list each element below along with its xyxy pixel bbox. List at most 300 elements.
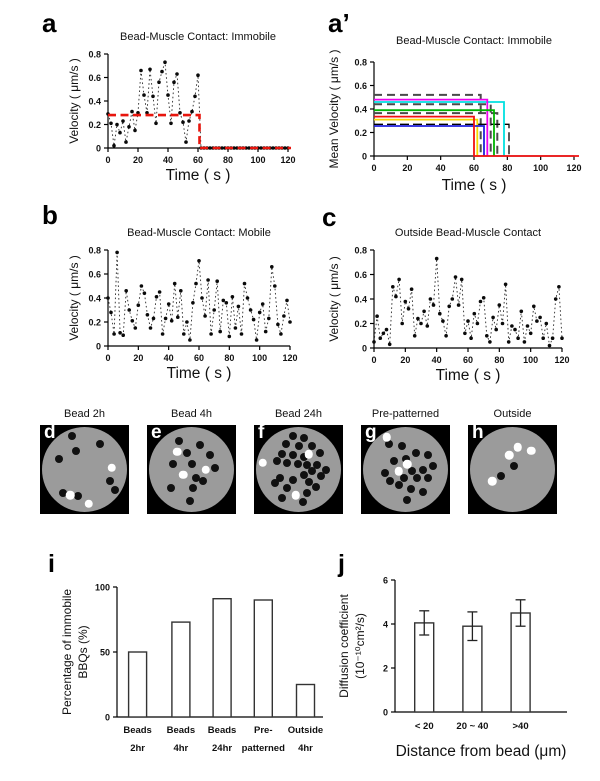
bead-dot-black: [429, 462, 437, 470]
data-point: [447, 305, 451, 309]
data-point: [504, 283, 508, 287]
x-tick-label: 80: [222, 155, 234, 165]
data-point: [276, 323, 280, 327]
micrograph-image-d: [40, 422, 129, 514]
data-point: [175, 72, 179, 76]
data-point: [215, 279, 219, 283]
data-point: [288, 320, 292, 324]
data-point: [115, 251, 119, 255]
x-tick-label: 20: [400, 355, 411, 365]
bar: [297, 685, 315, 718]
data-point: [494, 328, 498, 332]
bead-dot-black: [294, 460, 302, 468]
data-point: [134, 326, 138, 330]
data-point: [404, 300, 408, 304]
x-tick-label: 40: [431, 355, 442, 365]
data-point: [142, 93, 146, 97]
bead-dot-black: [300, 434, 308, 442]
bead-dot-black: [398, 442, 406, 450]
x-axis-label: Time ( s ): [165, 167, 231, 184]
mean-velocity-step-line: [374, 124, 509, 156]
y-tick-label: 4: [382, 619, 388, 630]
bead-dot-black: [413, 474, 421, 482]
bead-dot-black: [199, 477, 207, 485]
data-point: [400, 322, 404, 326]
y-axis-label: Percentage of immobile: [60, 588, 74, 716]
data-point: [163, 60, 167, 64]
bead-dot-black: [289, 451, 297, 459]
data-point: [176, 315, 180, 319]
data-point: [158, 290, 162, 294]
y-tick-label: 0: [382, 707, 388, 718]
bead-dot-white: [513, 443, 522, 452]
data-point: [225, 301, 229, 305]
data-point: [255, 338, 259, 342]
data-point: [479, 300, 483, 304]
bead-dot-black: [183, 449, 191, 457]
bead-dot-black: [169, 460, 177, 468]
data-point: [218, 330, 222, 334]
data-point: [454, 275, 458, 279]
data-point: [133, 129, 137, 133]
data-point: [231, 295, 235, 299]
data-point: [148, 68, 152, 72]
data-point: [382, 332, 386, 336]
data-point: [184, 140, 188, 144]
micrograph-row: [40, 408, 557, 514]
y-tick-label: 0.4: [88, 293, 101, 304]
bead-dot-black: [196, 441, 204, 449]
data-point: [149, 326, 153, 330]
data-point: [279, 332, 283, 336]
bead-dot-black: [289, 476, 297, 484]
mean-velocity-step-line: [374, 100, 487, 156]
category-label: 20 ~ 40: [456, 721, 489, 732]
data-point: [285, 299, 289, 303]
y-tick-label: 0.2: [354, 128, 367, 138]
micrograph-panel-e: [147, 408, 236, 514]
data-point: [510, 324, 514, 328]
data-point: [185, 320, 189, 324]
data-point: [460, 278, 464, 282]
x-tick-label: 20: [402, 163, 413, 173]
data-point: [166, 93, 170, 97]
chart-title: Bead-Muscle Contact: Immobile: [120, 31, 276, 43]
chart-a-prime-mean-velocity: [326, 18, 582, 206]
data-point: [258, 311, 262, 315]
x-tick-label: 100: [252, 353, 268, 363]
panel-label-e: e: [151, 422, 162, 443]
data-point: [179, 289, 183, 293]
data-point: [476, 322, 480, 326]
data-point: [246, 296, 250, 300]
mean-velocity-step-line: [374, 126, 484, 156]
data-point: [234, 326, 238, 330]
bead-dot-black: [211, 464, 219, 472]
data-point: [513, 328, 517, 332]
bead-dot-black: [189, 484, 197, 492]
data-point: [191, 301, 195, 305]
chart-j-diffusion-coefficient: [330, 550, 598, 780]
data-point: [252, 318, 256, 322]
data-point: [516, 336, 520, 340]
category-label: Beads: [207, 725, 237, 736]
data-point: [164, 317, 168, 321]
data-point: [240, 332, 244, 336]
data-point: [541, 336, 545, 340]
data-point: [228, 335, 232, 339]
data-point: [146, 313, 150, 317]
micrograph-title: Bead 24h: [274, 408, 323, 420]
data-point: [167, 302, 171, 306]
data-point: [267, 317, 271, 321]
data-point: [435, 257, 439, 261]
bead-dot-white: [292, 491, 301, 500]
x-tick-label: 100: [533, 163, 549, 173]
data-point: [375, 314, 379, 318]
bead-dot-white: [403, 460, 412, 469]
data-point: [385, 328, 389, 332]
y-tick-label: 50: [99, 647, 110, 658]
bead-dot-black: [167, 484, 175, 492]
y-axis-label: (10⁻¹⁰cm²/s): [353, 613, 367, 679]
bead-dot-black: [111, 486, 119, 494]
bead-dot-white: [304, 450, 313, 459]
bead-dot-black: [278, 494, 286, 502]
y-tick-label: 0.2: [88, 317, 101, 328]
x-tick-label: 120: [280, 155, 296, 165]
data-point: [469, 336, 473, 340]
y-tick-label: 0.4: [88, 96, 101, 107]
bead-dot-white: [66, 491, 75, 500]
bead-dot-black: [68, 432, 76, 440]
bar: [213, 599, 231, 717]
data-point: [498, 303, 502, 307]
y-tick-label: 2: [382, 663, 388, 674]
category-label: >40: [512, 721, 529, 732]
bead-dot-black: [424, 474, 432, 482]
bead-dot-black: [497, 472, 505, 480]
data-point: [560, 336, 564, 340]
data-point: [182, 332, 186, 336]
bar: [254, 600, 272, 717]
y-tick-label: 0.6: [354, 270, 367, 280]
micrograph-panel-h: [468, 408, 557, 514]
data-point: [170, 319, 174, 323]
category-label: Outside: [287, 725, 324, 736]
data-point: [160, 70, 164, 74]
y-tick-label: 0.4: [354, 104, 367, 115]
bead-dot-black: [424, 451, 432, 459]
data-point: [419, 322, 423, 326]
bead-dot-black: [283, 459, 291, 467]
data-point: [212, 308, 216, 312]
bead-dot-black: [308, 467, 316, 475]
cell-circle: [149, 427, 234, 512]
data-point: [379, 336, 383, 340]
data-point: [190, 110, 194, 114]
data-point: [112, 144, 116, 148]
data-point: [222, 299, 226, 303]
data-point: [139, 69, 143, 73]
data-point: [413, 334, 417, 338]
bead-dot-black: [186, 497, 194, 505]
data-point: [391, 285, 395, 289]
bead-dot-black: [299, 498, 307, 506]
data-point: [507, 340, 511, 344]
bar: [415, 623, 434, 712]
category-label: patterned: [241, 743, 285, 754]
data-point: [112, 332, 116, 336]
data-point: [441, 319, 445, 323]
panel-label-d: d: [44, 422, 56, 443]
micrograph-title: Pre-patterned: [371, 408, 440, 420]
bar: [129, 652, 147, 717]
bead-dot-black: [96, 440, 104, 448]
chart-i-percentage-immobile: [55, 554, 327, 776]
data-point: [121, 119, 125, 123]
data-point: [523, 340, 527, 344]
data-point: [155, 295, 159, 299]
data-point: [209, 332, 213, 336]
data-point: [130, 110, 134, 114]
bead-dot-black: [283, 484, 291, 492]
data-point: [270, 265, 274, 269]
micrograph-title: Outside: [493, 408, 532, 420]
data-point: [410, 287, 414, 291]
x-tick-label: 60: [193, 353, 205, 363]
data-point: [127, 308, 131, 312]
x-tick-label: 0: [105, 155, 111, 165]
data-point: [488, 340, 492, 344]
bead-dot-black: [308, 442, 316, 450]
bead-dot-black: [386, 477, 394, 485]
mean-velocity-step-line: [374, 120, 477, 156]
bead-dot-white: [488, 477, 497, 486]
data-point: [169, 122, 173, 126]
data-point: [422, 310, 426, 314]
category-label: Pre-: [254, 725, 273, 736]
bead-dot-black: [419, 488, 427, 496]
data-point: [491, 316, 495, 320]
data-point: [432, 303, 436, 307]
data-point: [407, 307, 411, 311]
data-point: [131, 319, 135, 323]
x-tick-label: 80: [502, 163, 513, 173]
data-point: [426, 324, 430, 328]
y-tick-label: 6: [382, 575, 388, 586]
micrograph-title: Bead 4h: [171, 408, 212, 420]
y-axis-label: Velocity ( μm/s ): [327, 256, 341, 342]
bead-dot-black: [390, 457, 398, 465]
chart-title: Outside Bead-Muscle Contact: [394, 227, 542, 239]
x-tick-label: 60: [468, 163, 480, 173]
panel-label-c: c: [322, 202, 337, 232]
bead-dot-black: [419, 466, 427, 474]
x-tick-label: 40: [163, 353, 174, 363]
x-tick-label: 0: [105, 353, 111, 363]
bead-dot-black: [271, 479, 279, 487]
bead-dot-black: [289, 432, 297, 440]
data-point: [463, 332, 467, 336]
bead-dot-black: [395, 481, 403, 489]
data-point: [457, 303, 461, 307]
bead-dot-black: [381, 469, 389, 477]
y-tick-label: 0.8: [88, 49, 101, 60]
y-tick-label: 0: [361, 343, 367, 354]
bead-dot-black: [55, 455, 63, 463]
data-point: [551, 336, 555, 340]
x-tick-label: 120: [566, 163, 582, 173]
data-point: [372, 340, 376, 344]
x-tick-label: 20: [132, 155, 144, 165]
x-axis-label: Time ( s ): [441, 177, 507, 194]
bar: [172, 622, 190, 717]
chart-title: Bead-Muscle Contact: Immobile: [396, 35, 552, 47]
x-tick-label: 20: [133, 353, 144, 363]
data-point: [554, 297, 558, 301]
data-point: [482, 296, 486, 300]
x-tick-label: 80: [494, 355, 505, 365]
data-point: [181, 120, 185, 124]
x-tick-label: 0: [371, 163, 377, 173]
panel-label-b: b: [42, 200, 58, 230]
y-tick-label: 0.6: [88, 73, 101, 83]
data-point: [237, 305, 241, 309]
data-point: [197, 259, 201, 263]
data-point: [137, 303, 141, 307]
data-point: [109, 311, 113, 315]
data-point: [127, 125, 131, 129]
data-point: [109, 122, 113, 126]
bead-dot-black: [188, 460, 196, 468]
y-tick-label: 0: [104, 712, 110, 723]
y-tick-label: 0.6: [88, 269, 101, 280]
bead-dot-black: [303, 489, 311, 497]
bead-dot-black: [510, 462, 518, 470]
category-label: 2hr: [130, 743, 145, 754]
data-point: [106, 296, 110, 300]
cell-circle: [256, 427, 341, 512]
y-tick-label: 0: [95, 143, 101, 154]
data-point: [188, 338, 192, 342]
data-point: [151, 95, 155, 99]
data-point: [157, 80, 161, 84]
bead-dot-white: [259, 458, 268, 467]
x-tick-label: 40: [162, 155, 174, 165]
y-axis-label: Mean Velocity ( μm/s ): [327, 49, 341, 169]
bead-dot-black: [316, 449, 324, 457]
bar: [511, 613, 530, 712]
data-point: [115, 123, 119, 127]
data-point: [520, 310, 524, 314]
data-point: [438, 312, 442, 316]
bead-dot-white: [179, 470, 188, 479]
y-tick-label: 0.6: [354, 81, 367, 91]
data-point: [264, 330, 268, 334]
data-point: [121, 333, 125, 337]
data-point: [173, 282, 177, 286]
data-point: [161, 332, 165, 336]
data-point: [152, 317, 156, 321]
y-tick-label: 0.4: [354, 294, 367, 305]
data-point: [206, 278, 210, 282]
data-point: [416, 317, 420, 321]
x-axis-label: Distance from bead (μm): [395, 743, 567, 760]
data-point: [444, 334, 448, 338]
data-point: [538, 316, 542, 320]
velocity-trace-line: [374, 259, 562, 346]
micrograph-panel-g: [361, 408, 450, 514]
x-tick-label: 80: [224, 353, 235, 363]
data-point: [397, 278, 401, 282]
x-axis-label: Time ( s ): [166, 365, 232, 382]
bead-dot-white: [505, 451, 514, 460]
data-point: [243, 282, 247, 286]
x-tick-label: 120: [282, 353, 298, 363]
bead-dot-black: [106, 477, 114, 485]
data-point: [140, 284, 144, 288]
y-tick-label: 0.8: [354, 245, 367, 256]
panel-label-i: i: [48, 550, 55, 578]
data-point: [388, 343, 392, 347]
bead-dot-black: [74, 492, 82, 500]
data-point: [548, 344, 552, 348]
data-point: [172, 80, 176, 84]
y-tick-label: 0: [361, 151, 367, 162]
y-tick-label: 0: [95, 341, 101, 352]
data-point: [526, 324, 530, 328]
category-label: 4hr: [298, 743, 313, 754]
category-label: Beads: [123, 725, 152, 736]
data-point: [429, 297, 433, 301]
x-tick-label: 100: [250, 155, 266, 165]
velocity-data-points: [106, 60, 290, 149]
data-point: [466, 319, 470, 323]
bead-dot-white: [107, 464, 116, 473]
micrograph-panel-d: [40, 408, 129, 514]
bead-dot-black: [407, 485, 415, 493]
bead-dot-white: [202, 465, 211, 474]
y-tick-label: 0.2: [88, 120, 101, 130]
data-point: [193, 95, 197, 99]
micrograph-image-g: [361, 422, 450, 514]
data-point: [124, 140, 128, 144]
data-point: [187, 119, 191, 123]
x-tick-label: 60: [462, 355, 474, 365]
data-point: [529, 332, 533, 336]
data-point: [196, 73, 200, 77]
bead-dot-white: [173, 447, 182, 456]
data-point: [118, 131, 122, 135]
category-label: Beads: [166, 725, 196, 736]
x-tick-label: 120: [554, 355, 570, 365]
data-point: [501, 322, 505, 326]
category-label: 24hr: [212, 743, 233, 754]
y-tick-label: 100: [94, 582, 110, 593]
data-point: [473, 312, 477, 316]
panel-label-a-prime: a’: [328, 8, 350, 38]
chart-c-velocity-outside: [322, 202, 584, 392]
data-point: [124, 289, 128, 293]
micrograph-image-h: [468, 422, 557, 514]
bead-dot-black: [317, 472, 325, 480]
data-point: [557, 285, 561, 289]
data-point: [249, 308, 253, 312]
bead-dot-black: [403, 496, 411, 504]
bead-dot-white: [394, 467, 403, 476]
data-point: [394, 295, 398, 299]
